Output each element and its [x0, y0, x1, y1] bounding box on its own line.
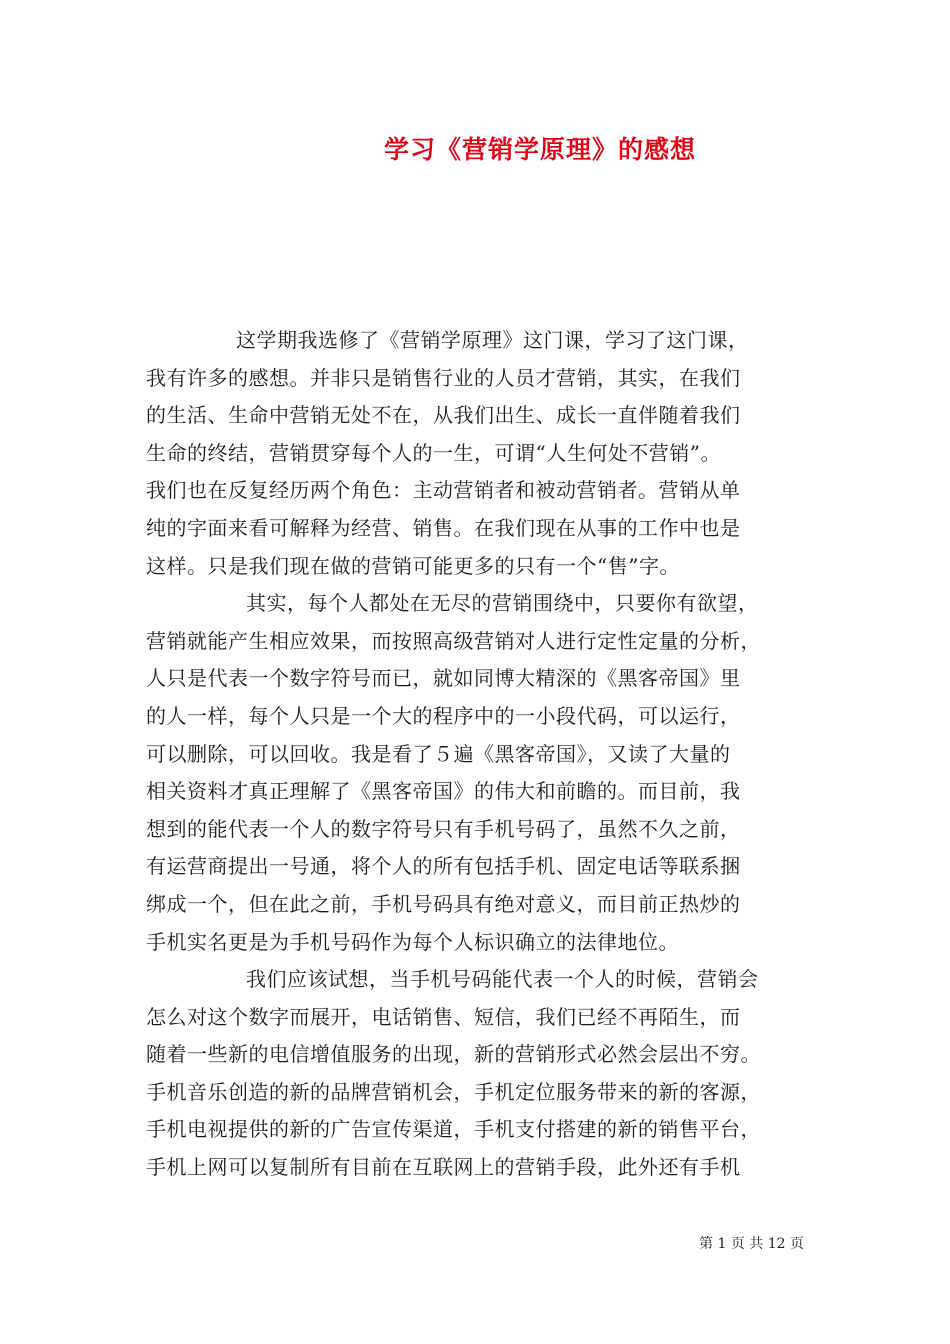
text-line: 的人一样，每个人只是一个大的程序中的一小段代码，可以运行， — [146, 703, 741, 728]
text-line: 纯的字面来看可解释为经营、销售。在我们现在从事的工作中也是 — [146, 515, 741, 540]
text-line: 我有许多的感想。并非只是销售行业的人员才营销，其实，在我们 — [146, 365, 741, 390]
text-line: 绑成一个，但在此之前，手机号码具有绝对意义，而目前正热炒的 — [146, 891, 741, 916]
document-title: 学习《营销学原理》的感想 — [383, 135, 696, 164]
text-line: 的生活、生命中营销无处不在，从我们出生、成长一直伴随着我们 — [146, 403, 741, 428]
text-line: 手机音乐创造的新的品牌营销机会，手机定位服务带来的新的客源， — [146, 1079, 761, 1104]
text-line: 手机电视提供的新的广告宣传渠道，手机支付搭建的新的销售平台， — [146, 1117, 761, 1142]
text-line: 有运营商提出一号通，将个人的所有包括手机、固定电话等联系捆 — [146, 854, 741, 879]
text-line: 生命的终结，营销贯穿每个人的一生，可谓“人生何处不营销”。 — [146, 440, 721, 465]
text-line: 手机上网可以复制所有目前在互联网上的营销手段，此外还有手机 — [146, 1155, 741, 1180]
text-line: 人只是代表一个数字符号而已，就如同博大精深的《黑客帝国》里 — [146, 666, 741, 691]
text-line: 相关资料才真正理解了《黑客帝国》的伟大和前瞻的。而目前，我 — [146, 779, 741, 804]
text-line: 营销就能产生相应效果，而按照高级营销对人进行定性定量的分析， — [146, 628, 761, 653]
text-line: 这样。只是我们现在做的营销可能更多的只有一个“售”字。 — [146, 553, 680, 578]
text-line: 想到的能代表一个人的数字符号只有手机号码了，虽然不久之前， — [146, 816, 741, 841]
text-line: 可以删除，可以回收。我是看了５遍《黑客帝国》，又读了大量的 — [146, 741, 731, 766]
page-number: 第 1 页 共 12 页 — [699, 1236, 804, 1252]
text-line: 这学期我选修了《营销学原理》这门课，学习了这门课， — [236, 328, 749, 352]
text-line: 手机实名更是为手机号码作为每个人标识确立的法律地位。 — [146, 929, 679, 954]
text-line: 我们也在反复经历两个角色：主动营销者和被动营销者。营销从单 — [146, 478, 741, 503]
text-line: 随着一些新的电信增值服务的出现，新的营销形式必然会层出不穷。 — [146, 1042, 761, 1067]
text-line: 我们应该试想，当手机号码能代表一个人的时候，营销会 — [246, 967, 759, 992]
document-body — [146, 322, 806, 1187]
text-line: 其实，每个人都处在无尽的营销围绕中，只要你有欲望， — [246, 591, 759, 616]
text-line: 怎么对这个数字而展开，电话销售、短信，我们已经不再陌生，而 — [146, 1004, 741, 1029]
